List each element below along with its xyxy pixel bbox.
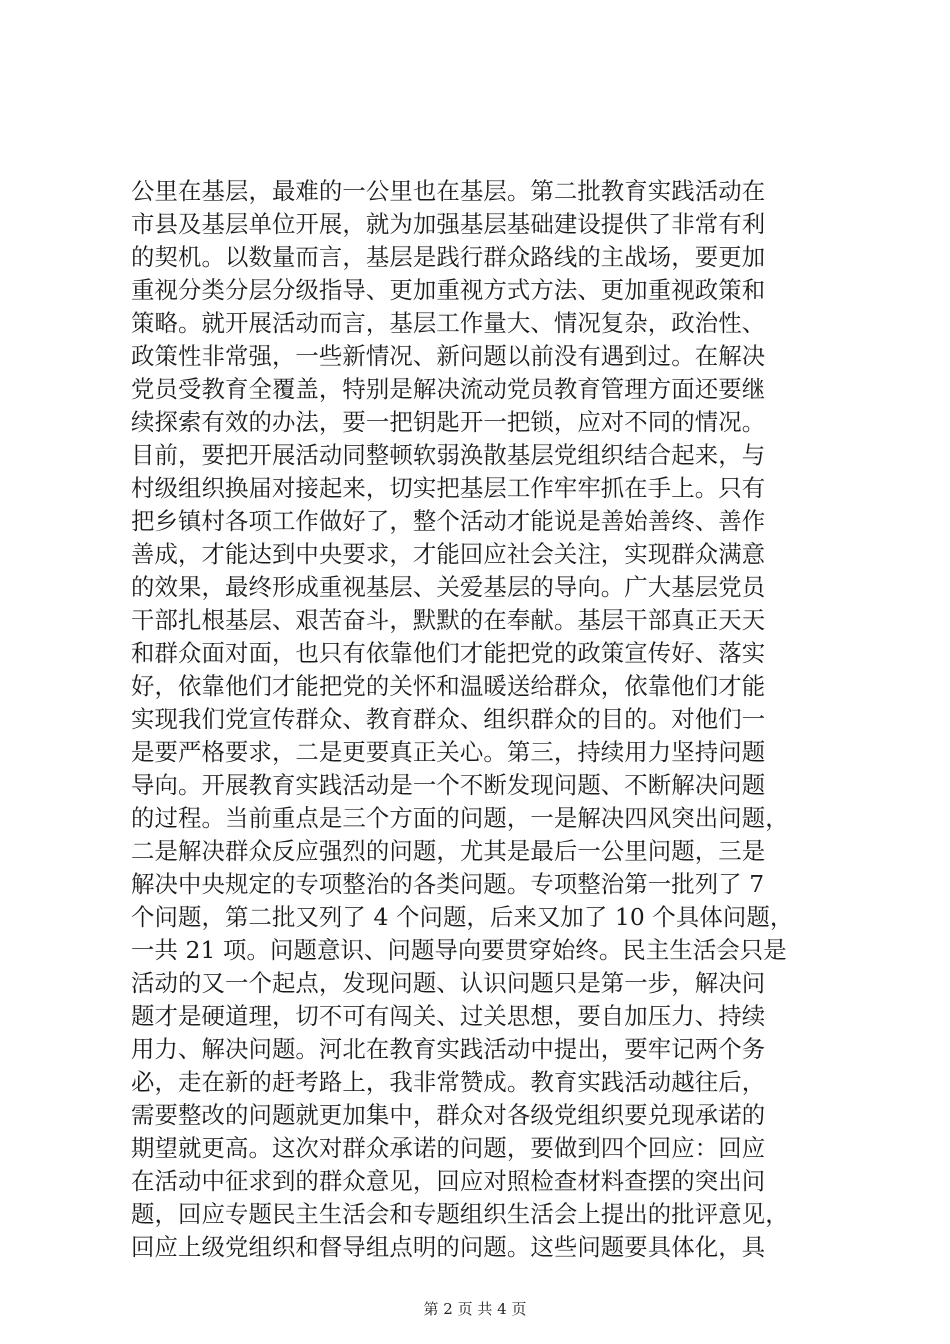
text-line: 策略。就开展活动而言，基层工作量大、情况复杂，政治性、 [131,309,766,337]
text-line: 政策性非常强，一些新情况、新问题以前没有遇到过。在解决 [131,342,766,370]
text-line: 村级组织换届对接起来，切实把基层工作牢牢抓在手上。只有 [131,474,766,502]
text-line: 把乡镇村各项工作做好了，整个活动才能说是善始善终、善作 [131,507,766,535]
text-line: 的过程。当前重点是三个方面的问题，一是解决四风突出问题， [131,804,789,832]
text-line: 和群众面对面，也只有依靠他们才能把党的政策宣传好、落实 [131,639,766,667]
text-line: 需要整改的问题就更加集中，群众对各级党组织要兑现承诺的 [131,1101,766,1129]
text-line: 目前，要把开展活动同整顿软弱涣散基层党组织结合起来，与 [131,441,766,469]
text-line: 一共 21 项。问题意识、问题导向要贯穿始终。民主生活会只是 [131,936,787,964]
text-line: 二是解决群众反应强烈的问题，尤其是最后一公里问题，三是 [131,837,766,865]
text-line: 续探索有效的办法，要一把钥匙开一把锁，应对不同的情况。 [131,408,766,436]
text-line: 的效果，最终形成重视基层、关爱基层的导向。广大基层党员 [131,573,766,601]
text-line: 题，回应专题民主生活会和专题组织生活会上提出的批评意见， [131,1200,789,1228]
text-line: 公里在基层，最难的一公里也在基层。第二批教育实践活动在 [131,177,766,205]
page-number-footer: 第 2 页 共 4 页 [423,1300,527,1318]
text-line: 必，走在新的赶考路上，我非常赞成。教育实践活动越往后， [131,1068,766,1096]
text-line: 实现我们党宣传群众、教育群众、组织群众的目的。对他们一 [131,705,766,733]
text-line: 在活动中征求到的群众意见，回应对照检查材料查摆的突出问 [131,1167,766,1195]
text-line: 重视分类分层分级指导、更加重视方式方法、更加重视政策和 [131,276,766,304]
text-line: 的契机。以数量而言，基层是践行群众路线的主战场，要更加 [131,243,766,271]
text-line: 干部扎根基层、艰苦奋斗，默默的在奉献。基层干部真正天天 [131,606,766,634]
text-line: 题才是硬道理，切不可有闯关、过关思想，要自加压力、持续 [131,1002,766,1030]
text-line: 用力、解决问题。河北在教育实践活动中提出，要牢记两个务 [131,1035,766,1063]
text-line: 期望就更高。这次对群众承诺的问题，要做到四个回应：回应 [131,1134,766,1162]
text-line: 回应上级党组织和督导组点明的问题。这些问题要具体化，具 [131,1233,766,1261]
text-line: 活动的又一个起点，发现问题、认识问题只是第一步，解决问 [131,969,766,997]
body-text [131,175,831,1264]
text-line: 善成，才能达到中央要求，才能回应社会关注，实现群众满意 [131,540,766,568]
text-line: 个问题，第二批又列了 4 个问题，后来又加了 10 个具体问题， [131,903,794,931]
text-line: 好，依靠他们才能把党的关怀和温暖送给群众，依靠他们才能 [131,672,766,700]
text-line: 是要严格要求，二是更要真正关心。第三，持续用力坚持问题 [131,738,766,766]
text-line: 导向。开展教育实践活动是一个不断发现问题、不断解决问题 [131,771,766,799]
text-line: 解决中央规定的专项整治的各类问题。专项整治第一批列了 7 [131,870,765,898]
text-line: 党员受教育全覆盖，特别是解决流动党员教育管理方面还要继 [131,375,766,403]
text-line: 市县及基层单位开展，就为加强基层基础建设提供了非常有利 [131,210,766,238]
